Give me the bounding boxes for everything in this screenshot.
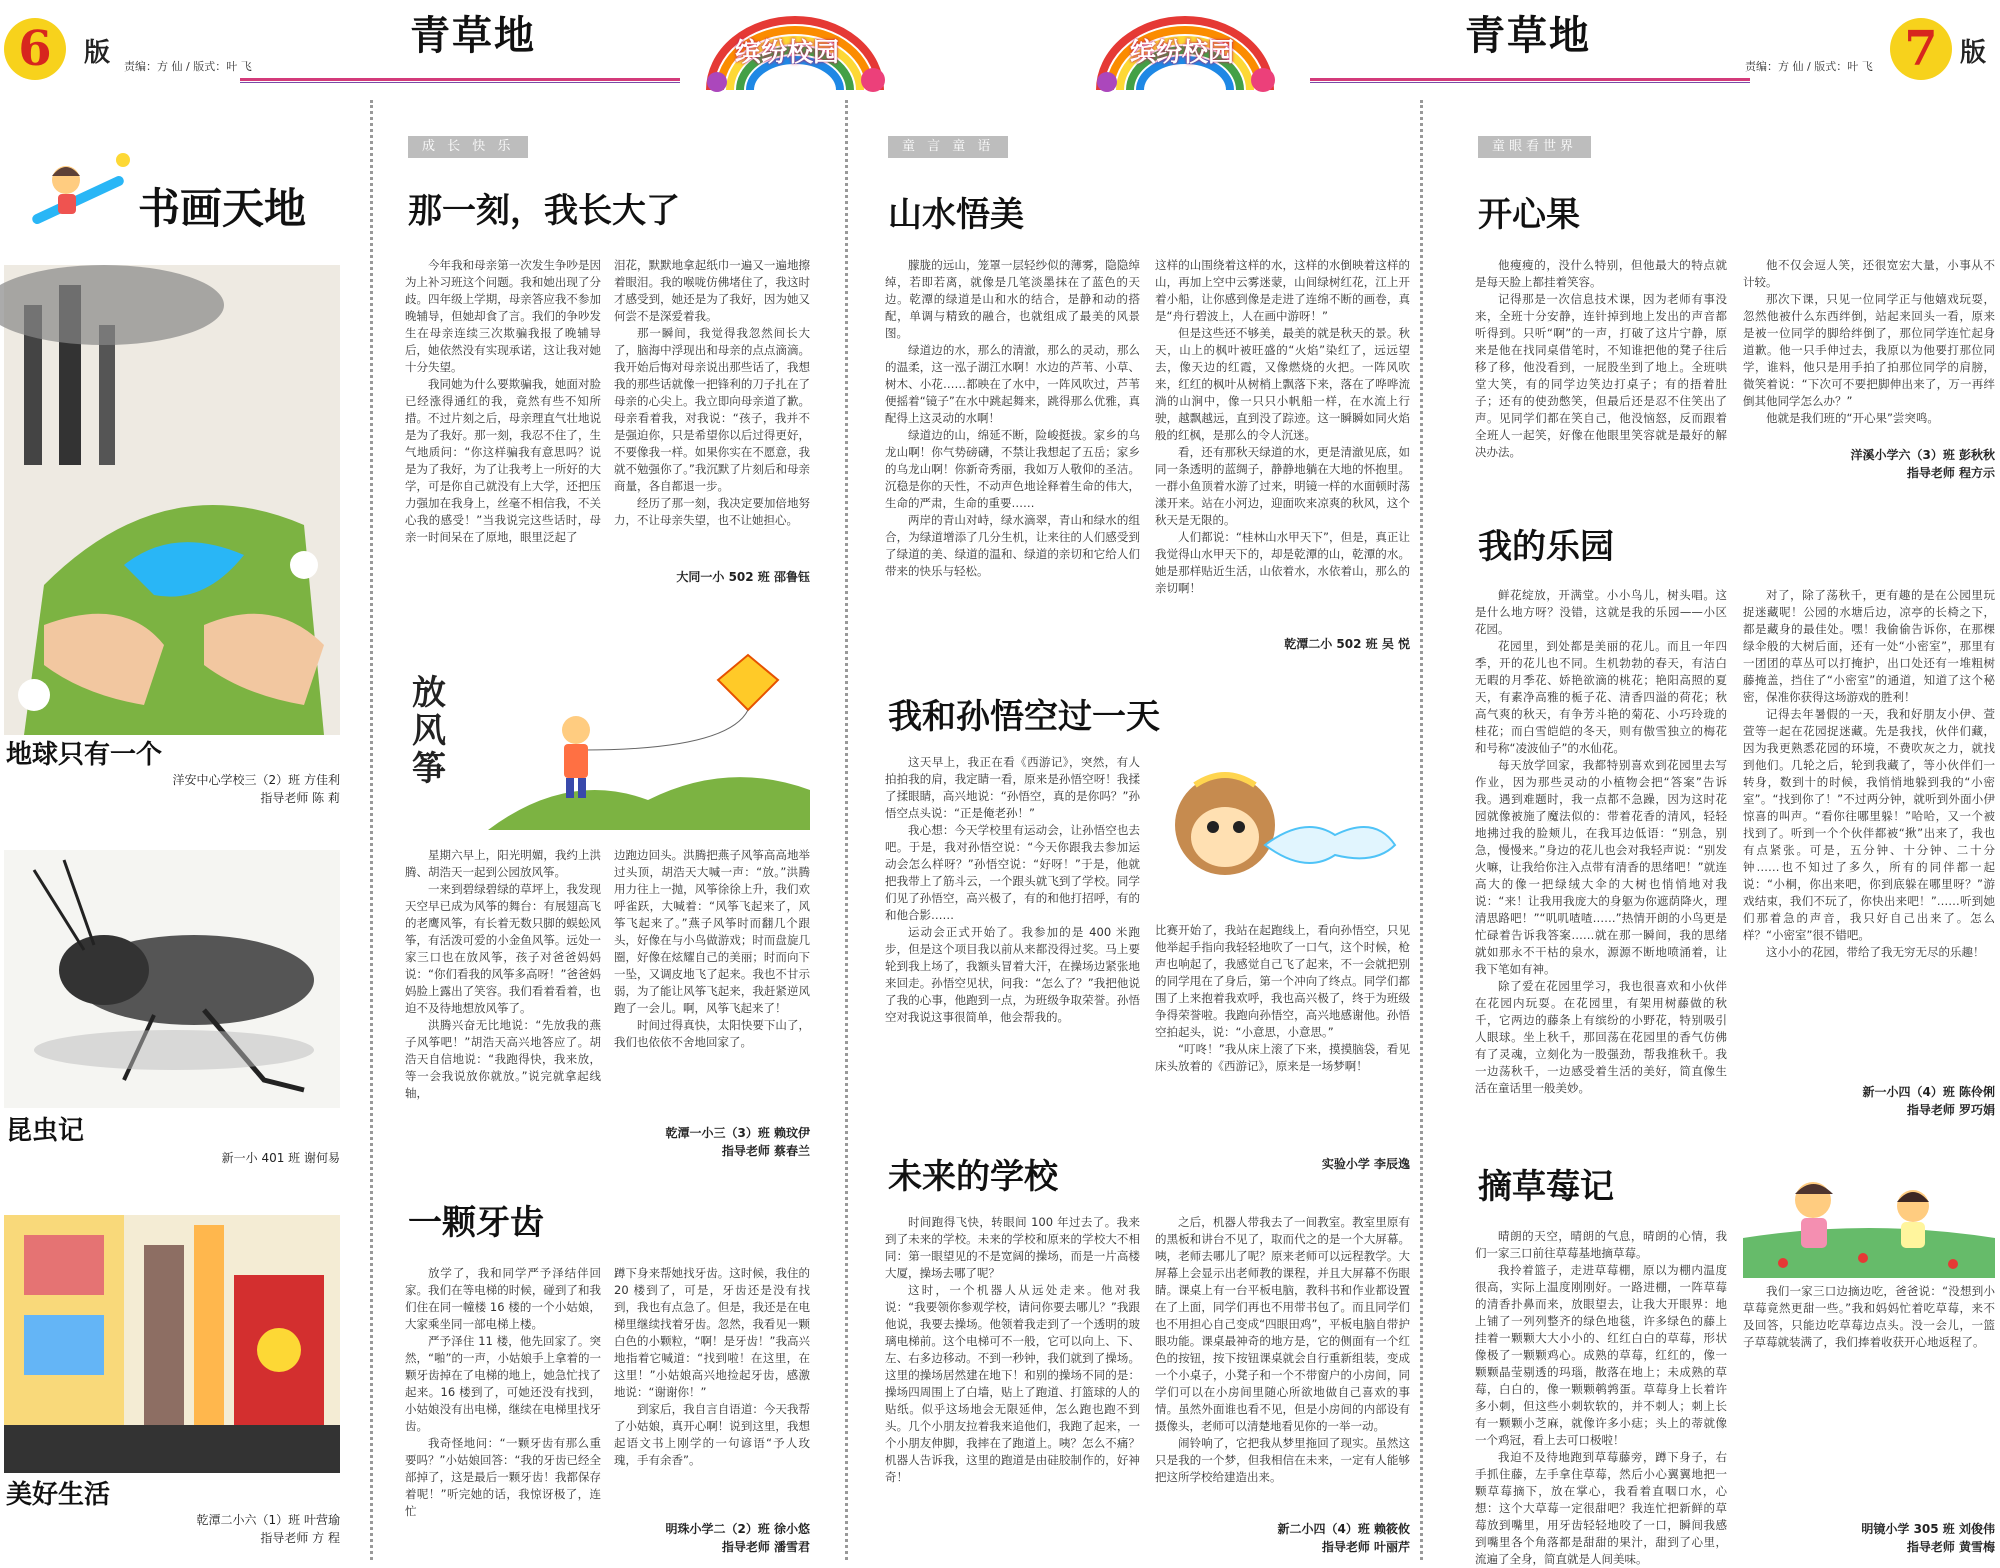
paragraph: 人们都说：“桂林山水甲天下”，但是，真正让我觉得山水甲天下的，却是乾潭的山，乾潭的水。她是那样贴近生活，山依着水，水依着山，那么的亲切啊！ (1155, 530, 1410, 595)
article-7-teacher: 指导老师 程方示 (1906, 466, 1995, 480)
painter-boy-icon (18, 140, 138, 240)
paragraph: 我心想：今天学校里有运动会，让孙悟空也去吧。于是，我对孙悟空说：“今天你跟我去参加运动会怎么样呀？”孙悟空说：“好呀！”于是，他就把我带上了筋斗云，一个跟头就飞到了学校。同学们见了孙悟空，高兴极了，有的和他打招呼，有的和他合影…… (885, 823, 1140, 922)
editors-right: 责编：方 仙 / 版式：叶 飞 (1745, 60, 1873, 73)
paragraph: 他瘦瘦的，没什么特别，但他最大的特点就是每天脸上都挂着笑容。 (1475, 258, 1727, 289)
painting-3-author: 乾潭二小六（1）班 叶营瑜 (196, 1513, 340, 1527)
article-2-col1 (405, 847, 601, 1177)
article-2-col2 (614, 847, 810, 1117)
logo-text-right: 缤纷校园 (1130, 38, 1235, 68)
gallery-title: 书画天地 (138, 184, 307, 233)
article-3-author: 明珠小学二（2）班 徐小悠 (665, 1522, 810, 1536)
article-8-author: 新一小四（4）班 陈伶俐 (1862, 1085, 1995, 1099)
paragraph: 他就是我们班的“开心果”尝突鸣。 (1766, 411, 1939, 425)
article-8-col1 (1475, 587, 1727, 1112)
column-divider (1420, 100, 1423, 1560)
article-9-col1 (1475, 1228, 1727, 1566)
paragraph: 严予泽住 11 楼，他先回家了。突然，“啪”的一声，小姑娘手上拿着的一颗牙齿掉在了电梯的地上，她急忙找了起来。16 楼到了，可她还没有找到，小姑娘没有出电梯，继续在电梯里找牙齿。 (405, 1334, 601, 1433)
paragraph: 我迫不及待地跑到草莓藤旁，蹲下身子，右手抓住藤，左手拿住草莓，然后小心翼翼地把一颗草莓摘下，放在掌心，我看着直咽口水，心想：这个大草莓一定很甜吧？我连忙把新鲜的草莓放到嘴里，用牙齿轻轻地咬了一口，瞬间我感到嘴里各个角落都是甜甜的果汁，甜到了心里，流遍了全身，简直就是人间美味。 (1475, 1450, 1727, 1566)
paragraph: 到家后，我自言自语道：今天我帮了小姑娘，真开心啊！说到这里，我想起语文书上刚学的一句谚语“予人玫瑰，手有余香”。 (614, 1402, 810, 1467)
article-3-teacher: 指导老师 潘雪君 (721, 1540, 810, 1554)
paragraph: 他不仅会逗人笑，还很宽宏大量，小事从不计较。 (1743, 258, 1995, 289)
article-4-title: 山水悟美 (888, 195, 1024, 235)
paragraph: 时间跑得飞快，转眼间 100 年过去了。我来到了未来的学校。未来的学校和原来的学校大不相同：第一眼望见的不是宽阔的操场，而是一片高楼大厦，操场去哪了呢？ (885, 1215, 1140, 1280)
paragraph: 比赛开始了，我站在起跑线上，看向孙悟空，只见他举起手指向我轻轻地吹了一口气，这个时候，枪声也响起了，我感觉自己飞了起来，不一会就把别的同学甩在了身后，第一个冲向了终点。同学们都围了上来抱着我欢呼，我也高兴极了，终于为班级争得荣誉啦。我跑向孙悟空，高兴地感谢他。孙悟空拍起头，说：“小意思，小意思。” (1155, 923, 1410, 1039)
article-9-author: 明镜小学 305 班 刘俊伟 (1861, 1522, 1995, 1536)
article-6-title: 未来的学校 (888, 1157, 1058, 1197)
column-tag-world: 童眼看世界 (1478, 136, 1591, 158)
paragraph: 那一瞬间，我觉得我忽然间长大了，脑海中浮现出和母亲的点点滴滴。我开始后悔对母亲说出那些话了，我想我的那些话就像一把锋利的刀子扎在了母亲的心尖上。我立即向母亲道了歉。母亲看着我，对我说：“孩子，我并不是强迫你，只是希望你以后过得更好，不要像我一样。如果你实在不愿意，我就不勉强你了。”我沉默了片刻后和母亲商量，各自都退一步。 (614, 326, 810, 493)
paragraph: 泪花，默默地拿起纸巾一遍又一遍地擦着眼泪。我的喉咙仿佛堵住了，我这时才感受到，她还是为了我好，因为她又何尝不是深爱着我。 (614, 258, 810, 323)
painting-1-title: 地球只有一个 (6, 740, 163, 770)
paragraph: 绿道边的水，那么的清澈，那么的灵动，那么的温柔，这一泓子湖江水啊！水边的芦苇、小草、树木、小花……都映在了水中，一阵风吹过，芦苇便摇着“镜子”在水中跳起舞来，跳得那么优雅，真配得上这灵动的水啊！ (885, 343, 1140, 425)
article-9-title: 摘草莓记 (1478, 1167, 1614, 1207)
article-8-title: 我的乐园 (1478, 527, 1614, 567)
article-7-title: 开心果 (1478, 195, 1580, 235)
article-1-author: 大同一小 502 班 邵鲁钰 (676, 570, 810, 584)
article-4-col2 (1155, 257, 1410, 627)
paragraph: 每天放学回家，我都特别喜欢到花园里去写作业，因为那些灵动的小植物会把“答案”告诉我。遇到难题时，我一点都不急躁，因为这时花园就像被施了魔法似的：带着花香的清风，轻轻地拂过我的脸颊儿，在我耳边低语：“别急，别急，慢慢来。”身边的花儿也会对我轻声说：“别发火嘛，让我给你注入点带有清香的思绪吧！”就连高大的像一把绿绒大伞的大树也悄悄地对我说：“来！让我用我庞大的身躯为你遮荫降火，理清思路吧！”“叽叽喳喳……”热情开朗的小鸟更是忙碌着告诉我答案……就在那一瞬间，我的思绪就如那永不干枯的泉水，源源不断地喷涌着，让我下笔如有神。 (1475, 758, 1727, 976)
article-6-col2 (1155, 1214, 1410, 1514)
paragraph: 蹲下身来帮她找牙齿。这时候，我住的 20 楼到了，可是，牙齿还是没有找到，我也有点急了。但是，我还是在电梯里继续找着牙齿。忽然，我看见一颗白色的小颗粒，“啊！是牙齿！”我高兴地指着它喊道：“找到啦！在这里，在这里！”小姑娘高兴地捡起牙齿，感激地说：“谢谢你！” (614, 1266, 810, 1399)
paragraph: 星期六早上，阳光明媚，我约上洪腾、胡浩天一起到公园放风筝。 (405, 848, 601, 879)
page-number-left: 6 (4, 18, 66, 80)
column-divider (845, 100, 848, 1560)
paragraph: 经历了那一刻，我决定要加倍地努力，不让母亲失望，也不让她担心。 (614, 496, 810, 527)
paragraph: 这天早上，我正在看《西游记》，突然，有人拍拍我的肩，我定睛一看，原来是孙悟空呀！我揉了揉眼睛，高兴地说：“孙悟空，真的是你吗？”孙悟空点头说：“正是俺老孙！” (885, 755, 1140, 820)
article-8-teacher: 指导老师 罗巧娟 (1906, 1103, 1995, 1117)
painting-3-title: 美好生活 (6, 1480, 111, 1510)
section-title-left: 青草地 (410, 13, 536, 59)
monkey-king-illustration (1155, 755, 1410, 915)
article-9-col2 (1743, 1283, 1995, 1503)
paragraph: 晴朗的天空，晴朗的气息，晴朗的心情，我们一家三口前往草莓基地摘草莓。 (1475, 1229, 1727, 1260)
paragraph: 花园里，到处都是美丽的花儿。而且一年四季，开的花儿也不同。生机勃勃的春天，有洁白无暇的月季花、娇艳欲滴的桃花；艳阳高照的夏天，有素净高雅的栀子花、清香四溢的荷花；秋高气爽的秋天，有争芳斗艳的菊花、小巧玲珑的桂花；而白雪皑皑的冬天，则有傲雪独立的梅花和号称“凌波仙子”的水仙花。 (1475, 639, 1727, 755)
paragraph: 边跑边回头。洪腾把燕子风筝高高地举过头顶，胡浩天大喊一声：“放。”洪腾用力往上一抛，风筝徐徐上升，我们欢呼雀跃，大喊着：“风筝飞起来了，风筝飞起来了。”燕子风筝时而翻几个跟头，好像在与小鸟做游戏；时而盘旋几圈，好像在炫耀自己的美丽；时而向下一坠，又调皮地飞了起来。我也不甘示弱，为了能让风筝飞起来，我赶紧逆风跑了一会儿。啊，风筝飞起来了！ (614, 848, 810, 1015)
paragraph: 我奇怪地问：“一颗牙齿有那么重要吗？”小姑娘回答：“我的牙齿已经全部掉了，这是最后一颗牙齿！我都保存着呢！”听完她的话，我惊讶极了，连忙 (405, 1436, 601, 1518)
article-3-col2 (614, 1265, 810, 1515)
painting-grasshopper (4, 850, 340, 1108)
header-rule-left-2 (240, 82, 680, 83)
paragraph: 闹铃响了，它把我从梦里拖回了现实。虽然这只是我的一个梦，但我相信在未来，一定有人能够把这所学校给建造出来。 (1155, 1436, 1410, 1484)
painting-2-author: 新一小 401 班 谢何易 (221, 1151, 340, 1165)
header-rule-right-2 (1310, 82, 1750, 83)
page-label-right: 版 (1960, 38, 1987, 68)
article-8-col2 (1743, 587, 1995, 1077)
painting-earth (4, 265, 340, 735)
article-6-author: 新二小四（4）班 赖筱攸 (1277, 1522, 1410, 1536)
article-4-author: 乾潭二小 502 班 吴 悦 (1284, 637, 1410, 651)
article-1-col1 (405, 257, 601, 597)
article-6-teacher: 指导老师 叶丽芹 (1321, 1540, 1410, 1554)
article-7-col2 (1743, 257, 1995, 442)
paragraph: 运动会正式开始了。我参加的是 400 米跑步，但是这个项目我以前从来都没得过奖。马上要轮到我上场了，我额头冒着大汗，在操场边紧张地来回走。孙悟空见状，问我：“怎么了？”我把他说了我的心事，他跑到一点，为班级争取荣誉。孙悟空对我说这事很简单，他会帮我的。 (885, 925, 1140, 1024)
article-5-title: 我和孙悟空过一天 (888, 697, 1160, 737)
paragraph: 两岸的青山对峙，绿水滴翠，青山和绿水的组合，为绿道增添了几分生机，让来往的人们感受到了绿道的美、绿道的温和、绿道的亲切和它给人们带来的快乐与轻松。 (885, 513, 1140, 578)
article-2-title: 放风筝 (412, 673, 446, 789)
article-6-col1 (885, 1214, 1140, 1559)
article-1-col2 (614, 257, 810, 562)
paragraph: 记得去年暑假的一天，我和好朋友小伊、萱萱等一起在花园捉迷藏。先是我找，伙伴们藏，因为我更熟悉花园的环境，不费吹灰之力，就找到他们。几轮之后，轮到我藏了，等小伙伴们一转身，数到十的时候，我悄悄地躲到我的“小密室”。“找到你了！”不过两分钟，就听到外面小伊惊喜的叫声。“看你往哪里躲！”哈哈，又一个被找到了。听到一个个伙伴都被“揪”出来了，我也有点紧张。可是，五分钟、十分钟、二十分钟……也不知过了多久，所有的同伴都一起说：“小桐，你出来吧，你到底躲在哪里呀？”游戏结束，我们不玩了，你快出来吧！”……听到她们那着急的声音，我只好自己出来了。怎么样？“小密室”很不错吧。 (1743, 707, 1995, 942)
strawberry-picking-illustration (1743, 1168, 1995, 1278)
paragraph: 鲜花绽放，开满堂。小小鸟儿，树头唱。这是什么地方呀？没错，这就是我的乐园——小区花园。 (1475, 588, 1727, 636)
column-divider (370, 100, 373, 1560)
article-3-title: 一颗牙齿 (408, 1203, 544, 1243)
paragraph: 但是这些还不够美，最美的就是秋天的景。秋天，山上的枫叶被旺盛的“火焰”染红了，远远望去，像天边的红霞，又像燃烧的火把。一阵风吹来，红红的枫叶从树梢上飘落下来，落在了哗哗流淌的山涧中，像一只只小帆船一样，在水流上行驶，越飘越远，直到没了踪迹。这一瞬瞬如同火焰般的红枫，是那么的令人沉迷。 (1155, 326, 1410, 442)
paragraph: 我们一家三口边摘边吃，爸爸说：“没想到小草莓竟然更甜一些。”我和妈妈忙着吃草莓，来不及回答，只能边吃草莓边点头。没一会儿，一篮子草莓就装满了，我们捧着收获开心地返程了。 (1743, 1284, 1995, 1349)
painting-1-author: 洋安中心学校三（2）班 方佳利 (172, 773, 340, 787)
article-4-col1 (885, 257, 1140, 657)
article-7-author: 洋溪小学六（3）班 彭秋秋 (1850, 448, 1995, 462)
editors-left: 责编：方 仙 / 版式：叶 飞 (124, 60, 252, 73)
article-2-teacher: 指导老师 蔡春兰 (721, 1144, 810, 1158)
paragraph: 时间过得真快，太阳快要下山了，我们也依依不舍地回家了。 (614, 1018, 810, 1049)
paragraph: 除了爱在花园里学习，我也很喜欢和小伙伴在花园内玩耍。在花园里，有架用树藤做的秋千，它两边的藤条上有缤纷的小野花，特别吸引人眼球。坐上秋千，那回荡在花园里的香气仿佛有了灵魂，立刻化为一股强劲，帮我推秋千。我一边荡秋千，一边感受着生活的美好，简直像生活在童话里一般美妙。 (1475, 979, 1727, 1095)
article-9-teacher: 指导老师 黄雪梅 (1906, 1540, 1995, 1554)
paragraph: 看，还有那秋天绿道的水，更是清澈见底，如同一条透明的蓝绸子，静静地躺在大地的怀抱里。一群小鱼顶着水游了过来，明镜一样的水面顿时荡漾开来。站在小河边，迎面吹来凉爽的秋风，这个秋天是无限的。 (1155, 445, 1410, 527)
paragraph: 我拎着篮子，走进草莓棚，原以为棚内温度很高，实际上温度刚刚好。一路进棚，一阵草莓的清香扑鼻而来，放眼望去，让我大开眼界：地上铺了一列列整齐的绿色地毯，许多绿色的藤上挂着一颗颗大大小小的、红红白白的草莓，形状像极了一颗颗鸡心。成熟的草莓，红红的，像一颗颗晶莹剔透的玛瑙，散落在地上；未成熟的草莓，白白的，像一颗颗鹌鹑蛋。草莓身上长着许多小刺，但这些小刺软软的，并不刺人；刺上长有一颗颗小芝麻，就像许多小痣；头上的蒂就像一个鸡冠，看上去可口极啦！ (1475, 1263, 1727, 1447)
painting-1-teacher: 指导老师 陈 莉 (260, 791, 340, 805)
paragraph: “叮咚！”我从床上滚了下来，摸摸脑袋，看见床头放着的《西游记》，原来是一场梦啊！ (1155, 1042, 1410, 1073)
article-3-col1 (405, 1265, 601, 1555)
column-tag-growth: 成 长 快 乐 (408, 136, 528, 158)
column-tag-child: 童 言 童 语 (888, 136, 1008, 158)
paragraph: 朦胧的远山，笼罩一层轻纱似的薄雾，隐隐绰绰，若即若离，就像是几笔淡墨抹在了蓝色的天边。乾潭的绿道是山和水的结合，是静和动的搭配，单调与精致的融合，也就组成了最美的风景图。 (885, 258, 1140, 340)
header-rule-right (1310, 78, 1750, 81)
painting-3-teacher: 指导老师 方 程 (260, 1531, 340, 1545)
page-number-right: 7 (1890, 18, 1952, 80)
paragraph: 这时，一个机器人从远处走来。他对我说：“我要领你参观学校，请问你要去哪儿？”我跟他说，我要去操场。他领着我走到了一个透明的玻璃电梯前。这个电梯可不一般，它可以向上、下、左、右多边移动。不到一秒钟，我们就到了操场。这里的操场居然建在地下！和别的操场不同的是：操场四周围上了白墙，贴上了跑道、打篮球的人的贴纸。似乎这场地会无限延伸，怎么跑也跑不到头。几个小朋友拉着我来追他们，我跑了起来，一个小朋友伸脚，我摔在了跑道上。咦？怎么不痛？机器人告诉我，这里的跑道是由硅胶制作的，好神奇！ (885, 1283, 1140, 1484)
article-1-title: 那一刻，我长大了 (408, 191, 680, 231)
paragraph: 记得那是一次信息技术课，因为老师有事没来，全班十分安静，连针掉到地上发出的声音都听得到。只听“啊”的一声，打破了这片宁静，原来是他在找同桌借笔时，不知谁把他的凳子往后移了移，他没看到，一屁股坐到了地上。全班哄堂大笑，有的同学边笑边打桌子；有的捂着肚子；还有的使劲憋笑，但最后还是忍不住笑出了声。见同学们都在笑自己，他没恼怒，反而跟着全班人一起笑，好像在他眼里笑容就是最好的解决办法。 (1475, 292, 1727, 459)
page-label-left: 版 (84, 38, 111, 68)
painting-good-life (4, 1215, 340, 1473)
article-5-col2 (1155, 922, 1410, 1147)
paragraph: 一来到碧绿碧绿的草坪上，我发现天空早已成为风筝的舞台：有展翅高飞的老鹰风筝，有长着无数只脚的蜈蚣风筝，有活泼可爱的小金鱼风筝。远处一家三口也在放风筝，孩子对爸爸妈妈说：“你们看我的风筝多高呀！”爸爸妈妈脸上露出了笑容。我们看着看着，也迫不及待地想放风筝了。 (405, 882, 601, 1015)
article-5-col1 (885, 754, 1140, 1154)
section-title-right: 青草地 (1465, 13, 1591, 59)
paragraph: 这样的山围绕着这样的水，这样的水倒映着这样的山，再加上空中云雾迷蒙，山间绿树红花，江上开着小船，让你感到像是走进了连绵不断的画卷，真是“舟行碧波上，人在画中游呀！” (1155, 258, 1410, 323)
painting-2-title: 昆虫记 (6, 1116, 85, 1146)
paragraph: 我同她为什么要欺骗我，她面对脸已经涨得通红的我，竟然有些不知所措。不过片刻之后，母亲理直气壮地说是为了我好。那一刻，我忍不住了，生气地质问：“你这样骗我有意思吗？说是为了我好，为了让我考上一所好的大学，可是你自己就没有上大学，还把压力强加在我身上，丝毫不相信我，不关心我的感受！”当我说完这些话时，母亲一时间呆在了原地，眼里泛起了 (405, 377, 601, 544)
paragraph: 那次下课，只见一位同学正与他嬉戏玩耍，忽然他被什么东西绊倒，站起来回头一看，原来是被一位同学的脚给绊倒了，那位同学连忙起身道歉。他一只手伸过去，我原以为他要打那位同学，谁料，他只是用手拍了拍那位同学的肩膀，微笑着说：“下次可不要把脚伸出来了，万一再绊倒其他同学怎么办？” (1743, 292, 1995, 408)
article-2-author: 乾潭一小三（3）班 赖玟伊 (665, 1126, 810, 1140)
paragraph: 放学了，我和同学严予泽结伴回家。我们在等电梯的时候，碰到了和我们住在同一幢楼 16 楼的一个小姑娘，大家乘坐同一部电梯上楼。 (405, 1266, 601, 1331)
header-rule-left (240, 78, 680, 81)
article-5-author: 实验小学 李辰逸 (1321, 1157, 1410, 1171)
paragraph: 今年我和母亲第一次发生争吵是因为上补习班这个问题。我和她出现了分歧。四年级上学期，母亲答应我不参加晚辅导，但她却食了言。我们的争吵发生在母亲连续三次欺骗我报了晚辅导后，她依然没有实现承诺，这让我对她十分失望。 (405, 258, 601, 374)
article-7-col1 (1475, 257, 1727, 482)
paragraph: 之后，机器人带我去了一间教室。教室里原有的黑板和讲台不见了，取而代之的是一个大屏幕。咦，老师去哪儿了呢？原来老师可以远程教学。大屏幕上会显示出老师教的课程，并且大屏幕不伤眼睛。课桌上有一台平板电脑，教科书和作业都设置在了上面，同学们再也不用带书包了。而且同学们也不用担心自己变成“四眼田鸡”，平板电脑自带护眼功能。课桌最神奇的地方是，它的侧面有一个红色的按钮，按下按钮课桌就会自行重新组装，变成一个小桌子，小凳子和一个不带窗户的小房间，同学们可以在小房间里随心所欲地做自己喜欢的事情。虽然外面谁也看不见，但是小房间的内部设有摄像头，老师可以清楚地看见你的一举一动。 (1155, 1215, 1410, 1433)
paragraph: 对了，除了荡秋千，更有趣的是在公园里玩捉迷藏呢！公园的水塘后边，凉亭的长椅之下，都是藏身的最佳处。嘿！我偷偷告诉你，在那棵绿伞般的大树后面，还有一处“小密室”，那里有一团团的草丛可以打掩护，出口处还有一堆粗树藤掩盖，挡住了“小密室”的通道，知道了这个秘密，保准你获得这场游戏的胜利！ (1743, 588, 1995, 704)
kite-illustration (488, 650, 810, 830)
logo-text-left: 缤纷校园 (735, 38, 840, 68)
paragraph: 这小小的花园，带给了我无穷无尽的乐趣！ (1766, 945, 1985, 959)
paragraph: 洪腾兴奋无比地说：“先放我的燕子风筝吧！”胡浩天高兴地答应了。胡浩天自信地说：“我跑得快，我来放，等一会我说放你就放。”说完就拿起线轴， (405, 1018, 601, 1100)
paragraph: 绿道边的山，绵延不断，险峻挺拔。家乡的乌龙山啊！你气势磅礴，不禁让我想起了五岳；家乡的乌龙山啊！你新奇秀丽，我如万人敬仰的圣洁。沉稳是你的天性，不动声色地诠释着生命的伟大，生命的严肃，生命的重要…… (885, 428, 1140, 510)
